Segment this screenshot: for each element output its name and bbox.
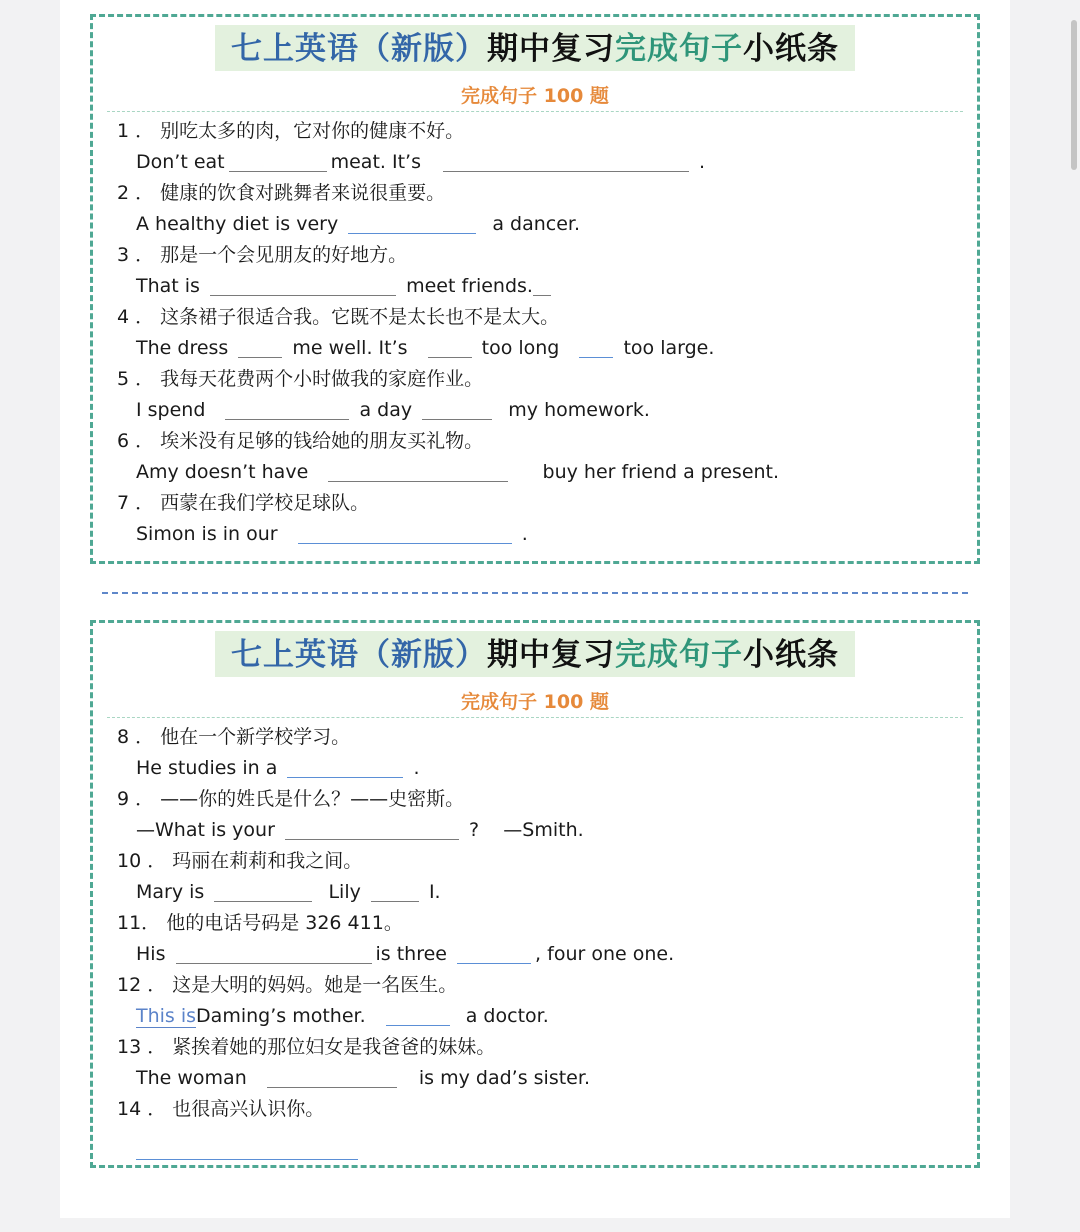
page-title: 七上英语（新版）期中复习完成句子小纸条 [215, 631, 855, 677]
card-title-wrap [93, 25, 977, 73]
question-2: 2 ． 健康的饮食对跳舞者来说很重要。 [117, 182, 446, 204]
question-3: 3 ． 那是一个会见朋友的好地方。 [117, 244, 408, 266]
answer-line-5: I spend a day my homework. [136, 399, 650, 421]
worksheet-card-2 [90, 620, 980, 1168]
question-8: 8 ． 他在一个新学校学习。 [117, 726, 351, 748]
blank[interactable] [229, 151, 327, 172]
answer-line-10: Mary is Lily I. [136, 881, 441, 903]
question-12: 12 ． 这是大明的妈妈。她是一名医生。 [117, 974, 458, 996]
blank[interactable] [386, 1005, 450, 1026]
blank[interactable] [533, 275, 551, 296]
answer-line-4: The dress me well. It’s too long too large. [136, 337, 715, 359]
question-list [93, 112, 977, 550]
blank[interactable] [285, 819, 459, 840]
answer-line-9: —What is your ? —Smith. [136, 819, 584, 841]
question-11: 11． 他的电话号码是 326 411。 [117, 912, 403, 934]
answer-line-2: A healthy diet is very a dancer. [136, 213, 581, 235]
answer-line-1: Don’t eat meat. It’s . [136, 151, 706, 173]
answer-line-14 [117, 1125, 977, 1167]
subtitle: 完成句子 100 题 [461, 85, 609, 107]
answer-line-11: His is three , four one one. [136, 943, 675, 965]
blank[interactable] [210, 275, 396, 296]
worksheet-card-1 [90, 14, 980, 564]
answer-line-7: Simon is in our . [136, 523, 528, 545]
blank[interactable] [267, 1067, 397, 1088]
blank[interactable] [579, 337, 613, 358]
blank[interactable] [328, 461, 508, 482]
scrollbar-thumb[interactable] [1071, 20, 1077, 170]
blank[interactable] [287, 757, 403, 778]
blank[interactable] [176, 943, 372, 964]
answer-line-6: Amy doesn’t have buy her friend a present. [136, 461, 780, 483]
subtitle: 完成句子 100 题 [461, 691, 609, 713]
blank[interactable] [348, 213, 476, 234]
blank[interactable] [214, 881, 312, 902]
answer-line-13: The woman is my dad’s sister. [136, 1067, 590, 1089]
question-5: 5 ． 我每天花费两个小时做我的家庭作业。 [117, 368, 484, 390]
question-list [93, 718, 977, 1167]
question-14: 14 ． 也很高兴认识你。 [117, 1098, 325, 1120]
blank[interactable] [443, 151, 689, 172]
handwritten-answer: This is [136, 1005, 197, 1027]
answer-line-3: That is meet friends. [117, 271, 977, 302]
blank[interactable] [238, 337, 282, 358]
blank[interactable] [136, 1139, 358, 1160]
answer-line-12: This isDaming’s mother. a doctor. [136, 1005, 549, 1027]
question-7: 7 ． 西蒙在我们学校足球队。 [117, 492, 370, 514]
blank[interactable] [371, 881, 419, 902]
card-title-wrap [93, 631, 977, 679]
blank[interactable] [428, 337, 472, 358]
question-10: 10 ． 玛丽在莉莉和我之间。 [117, 850, 363, 872]
scrollbar[interactable] [1066, 0, 1080, 1232]
question-1: 1 ． 别吃太多的肉，它对你的健康不好。 [117, 120, 465, 142]
page-title: 七上英语（新版）期中复习完成句子小纸条 [215, 25, 855, 71]
question-9: 9 ． ——你的姓氏是什么？——史密斯。 [117, 788, 465, 810]
question-6: 6 ． 埃米没有足够的钱给她的朋友买礼物。 [117, 430, 484, 452]
blank[interactable] [298, 523, 512, 544]
section-separator [102, 592, 968, 594]
question-4: 4 ． 这条裙子很适合我。它既不是太长也不是太大。 [117, 306, 560, 328]
blank[interactable] [422, 399, 492, 420]
blank[interactable] [225, 399, 349, 420]
question-13: 13 ． 紧挨着她的那位妇女是我爸爸的妹妹。 [117, 1036, 496, 1058]
answer-line-8: He studies in a . [136, 757, 420, 779]
blank[interactable] [457, 943, 531, 964]
